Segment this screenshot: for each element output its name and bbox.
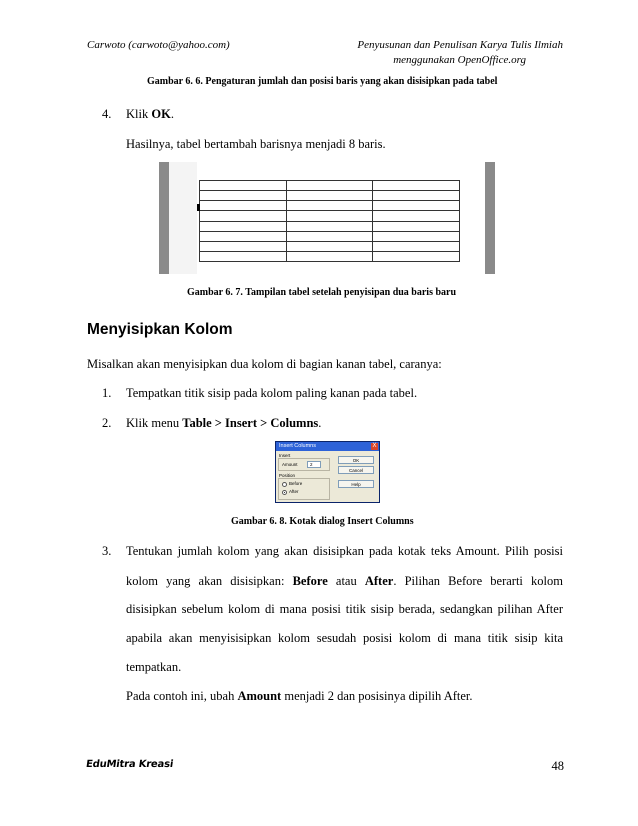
step-1: 1. Tempatkan titik sisip pada kolom paling kanan pada tabel. [102, 386, 418, 400]
menu-path: Table > Insert > Columns [182, 416, 319, 430]
step-4-number: 4. [102, 107, 112, 121]
amount-input[interactable]: 2 [307, 461, 321, 468]
dialog-title: Insert Columns [276, 442, 379, 451]
step-3-line-4: apabila akan menyisisipkan kolom sesudah posisi kolom di mana titik sisip kita [126, 631, 563, 645]
figure-caption-6-6: Gambar 6. 6. Pengaturan jumlah dan posisi baris yang akan disisipkan pada tabel [147, 76, 498, 87]
insert-group-label: Insert [279, 453, 291, 458]
after-label: After [289, 489, 299, 494]
after-radio[interactable] [282, 490, 287, 495]
amount-keyword: Amount [237, 689, 282, 703]
help-button[interactable]: Help [338, 480, 374, 488]
before-radio[interactable] [282, 482, 287, 487]
step-3-line-5: tempatkan. [126, 660, 182, 674]
intro-paragraph: Misalkan akan menyisipkan dua kolom di bagian kanan tabel, caranya: [87, 357, 442, 371]
step-4: 4. Klik OK. [102, 107, 174, 121]
page-margin [169, 162, 197, 274]
step-2: 2. Klik menu Table > Insert > Columns. [102, 416, 322, 430]
amount-label: Amount [282, 462, 298, 467]
table-grid [199, 180, 460, 262]
cancel-button[interactable]: Cancel [338, 466, 374, 474]
ok-keyword: OK [151, 107, 171, 121]
insertion-cursor [197, 204, 200, 211]
publisher-logo: EduMitra Kreasi [85, 759, 174, 770]
ruler-left [159, 162, 169, 274]
header-title-line1: Penyusunan dan Penulisan Karya Tulis Ilmiah [357, 39, 563, 51]
insert-columns-dialog [275, 441, 380, 503]
section-heading: Menyisipkan Kolom [87, 321, 233, 338]
before-keyword: Before [292, 574, 328, 588]
page-number: 48 [551, 759, 564, 773]
step-3-number: 3. [102, 544, 112, 558]
after-keyword: After [364, 574, 394, 588]
step-4-result: Hasilnya, tabel bertambah barisnya menjadi 8 baris. [126, 137, 386, 151]
table-screenshot [159, 162, 495, 274]
step-3-line-3: disisipkan sebelum kolom di mana posisi titik sisip berada, sedangkan pilihan After [126, 602, 563, 616]
ok-button[interactable]: OK [338, 456, 374, 464]
figure-caption-6-7: Gambar 6. 7. Tampilan tabel setelah penyisipan dua baris baru [187, 287, 457, 298]
position-group [278, 478, 330, 500]
position-group-label: Position [279, 473, 296, 478]
before-label: Before [289, 481, 303, 486]
close-icon[interactable]: X [372, 443, 377, 449]
step-1-number: 1. [102, 386, 112, 400]
step-2-number: 2. [102, 416, 112, 430]
figure-caption-6-8: Gambar 6. 8. Kotak dialog Insert Columns [231, 516, 414, 527]
ruler-right [485, 162, 495, 274]
step-3-line-2: kolom yang akan disisipkan: Before atau After. Pilihan Before berarti kolom [126, 574, 563, 588]
step-3-line-1: Tentukan jumlah kolom yang akan disisipkan pada kotak teks Amount. Pilih posisi [126, 544, 563, 558]
header-author: Carwoto (carwoto@yahoo.com) [87, 39, 230, 51]
step-3-example: Pada contoh ini, ubah Amount menjadi 2 dan posisinya dipilih After. [126, 689, 473, 703]
header-title-line2: menggunakan OpenOffice.org [393, 54, 526, 66]
